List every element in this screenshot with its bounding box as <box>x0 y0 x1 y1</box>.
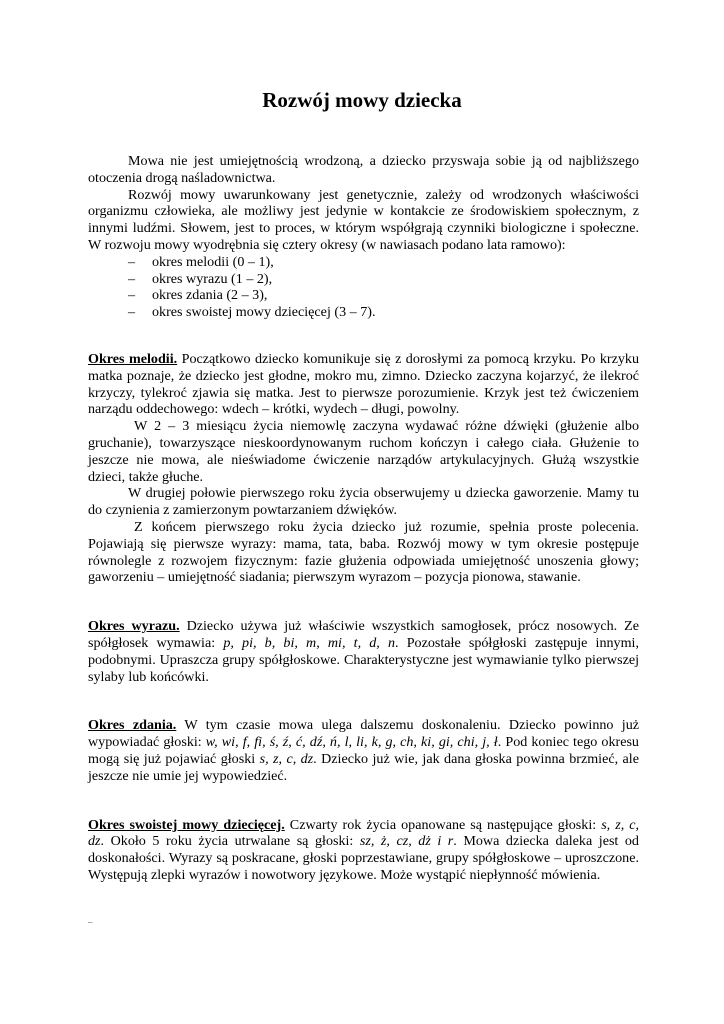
dash-bullet: – <box>128 253 136 270</box>
intro-paragraph-1: Mowa nie jest umiejętnością wrodzoną, a dziecko przyswaja sobie ją od najbliższego otoczenia drogą naśladownictwa. <box>88 153 639 186</box>
wyrazu-text-2: . Pozostałe spółgłoski zastępuje innymi, podobnymi. Upraszcza grupy spółgłoskowe. Charakterystyczne jest wymawianie tylko pierwszej sylaby lub końcówki. <box>88 634 639 685</box>
dash-bullet: – <box>128 304 136 321</box>
list-item <box>128 254 639 271</box>
list-item-text: okres melodii (0 – 1), <box>152 253 274 270</box>
zdania-text-3: . Dziecko już wie, jak dana głoska powinna brzmieć, ale jeszcze nie umie jej wypowiedzieć. <box>88 750 639 784</box>
melodii-text: Początkowo dziecko komunikuje się z dorosłymi za pomocą krzyku. Po krzyku matka poznaje, że dziecko jest głodne, mokro mu, zimno. Dziecko zaczyna kojarzyć, że ilekroć krzyczy, tylekroć zjawia się matka. Jest to pierwsze porozumienie. Krzyk jest też ćwiczeniem narządu oddechowego: wdech – krótki, wydech – długi, powolny. <box>88 350 639 418</box>
section-heading-swoistej: Okres swoistej mowy dziecięcej. <box>88 816 285 833</box>
wyrazu-text-1: Dziecko używa już właściwie wszystkich samogłosek, prócz nosowych. Ze spółgłosek wymawia: <box>88 618 639 651</box>
zdania-text-2: . Pod koniec tego okresu mogą się już pojawiać głoski <box>88 734 639 767</box>
zdania-text-1: W tym czasie mowa ulega dalszemu doskonaleniu. Dziecko powinno już wypowiadać głoski: <box>88 717 639 751</box>
spacer <box>88 586 639 618</box>
document-body <box>88 153 639 884</box>
periods-list <box>88 254 639 321</box>
melodii-paragraph-1 <box>88 351 639 418</box>
swoistej-text-3: . Mowa dziecka daleka jest od doskonałości. Wyrazy są poskracane, głoski poprzestawiane, grupy spółgłoskowe – uproszczone. Występują zlepki wyrazów i nowotwory językowe. Może wystąpić niepłynność mówienia. <box>88 833 639 883</box>
swoistej-sounds-2: sz, ż, cz, dż i r <box>359 833 454 850</box>
swoistej-paragraph <box>88 817 639 884</box>
list-item <box>128 287 639 304</box>
wyrazu-sounds: p, pi, b, bi, m, mi, t, d, n <box>223 634 396 651</box>
list-item-text: okres swoistej mowy dziecięcej (3 – 7). <box>152 304 376 321</box>
melodii-paragraph-4: Z końcem pierwszego roku życia dziecko już rozumie, spełnia proste polecenia. Pojawiają się pierwsze wyrazy: mama, tata, baba. Rozwój mowy w tym okresie postępuje równolegle z rozwojem fizycznym: fazie głużenia odpowiada umiejętność unoszenia głowy; gaworzeniu – umiejętność siadania; pierwszym wyrazom – pozycja pionowa, stawanie. <box>88 518 639 586</box>
dash-bullet: – <box>128 287 136 304</box>
list-item <box>128 271 639 288</box>
zdania-sounds-2: s, z, c, dz <box>259 750 314 767</box>
zdania-sounds-1: w, wi, f, fi, ś, ź, ć, dź, ń, l, li, k, g, ch, ki, gi, chi, j, ł <box>205 734 498 751</box>
spacer <box>88 321 639 351</box>
zdania-paragraph <box>88 717 639 784</box>
intro-paragraph-2: Rozwój mowy uwarunkowany jest genetycznie, zależy od wrodzonych właściwości organizmu człowieka, ale możliwy jest jedynie w kontakcie ze środowiskiem społecznym, z innymi ludźmi. Słowem, jest to proces, w którym współgrają czynniki biologiczne i społeczne. W rozwoju mowy wyodrębnia się cztery okresy (w nawiasach podano lata ramowo): <box>88 186 639 253</box>
swoistej-text-1: Czwarty rok życia opanowane są następujące głoski: <box>284 816 602 833</box>
spacer <box>88 785 639 817</box>
list-item-text: okres zdania (2 – 3), <box>152 287 268 304</box>
list-item-text: okres wyrazu (1 – 2), <box>152 270 273 287</box>
section-heading-zdania: Okres zdania. <box>88 717 177 734</box>
swoistej-sounds-1: s, z, c, dz <box>88 816 640 850</box>
section-heading-wyrazu: Okres wyrazu. <box>88 618 180 635</box>
melodii-paragraph-3: W drugiej połowie pierwszego roku życia obserwujemy u dziecka gaworzenie. Mamy tu do czynienia z zamierzonym powtarzaniem dźwięków. <box>88 485 639 519</box>
footer-mark: – <box>88 917 93 927</box>
spacer <box>88 685 639 717</box>
section-heading-melodii: Okres melodii. <box>88 350 178 367</box>
dash-bullet: – <box>128 270 136 287</box>
page-title: Rozwój mowy dziecka <box>262 88 462 112</box>
swoistej-text-2: . Około 5 roku życia utrwalane są głoski: <box>100 833 360 850</box>
list-item <box>128 304 639 321</box>
wyrazu-paragraph <box>88 618 639 685</box>
melodii-paragraph-2: W 2 – 3 miesiącu życia niemowlę zaczyna wydawać różne dźwięki (głużenie albo gruchanie), towarzyszące nieskoordynowanym ruchom kończyn i całego ciała. Głużenie to jeszcze nie mowa, ale nieświadome ćwiczenie narządów artykulacyjnych. Głużą wszystkie dzieci, także głuche. <box>88 418 639 485</box>
